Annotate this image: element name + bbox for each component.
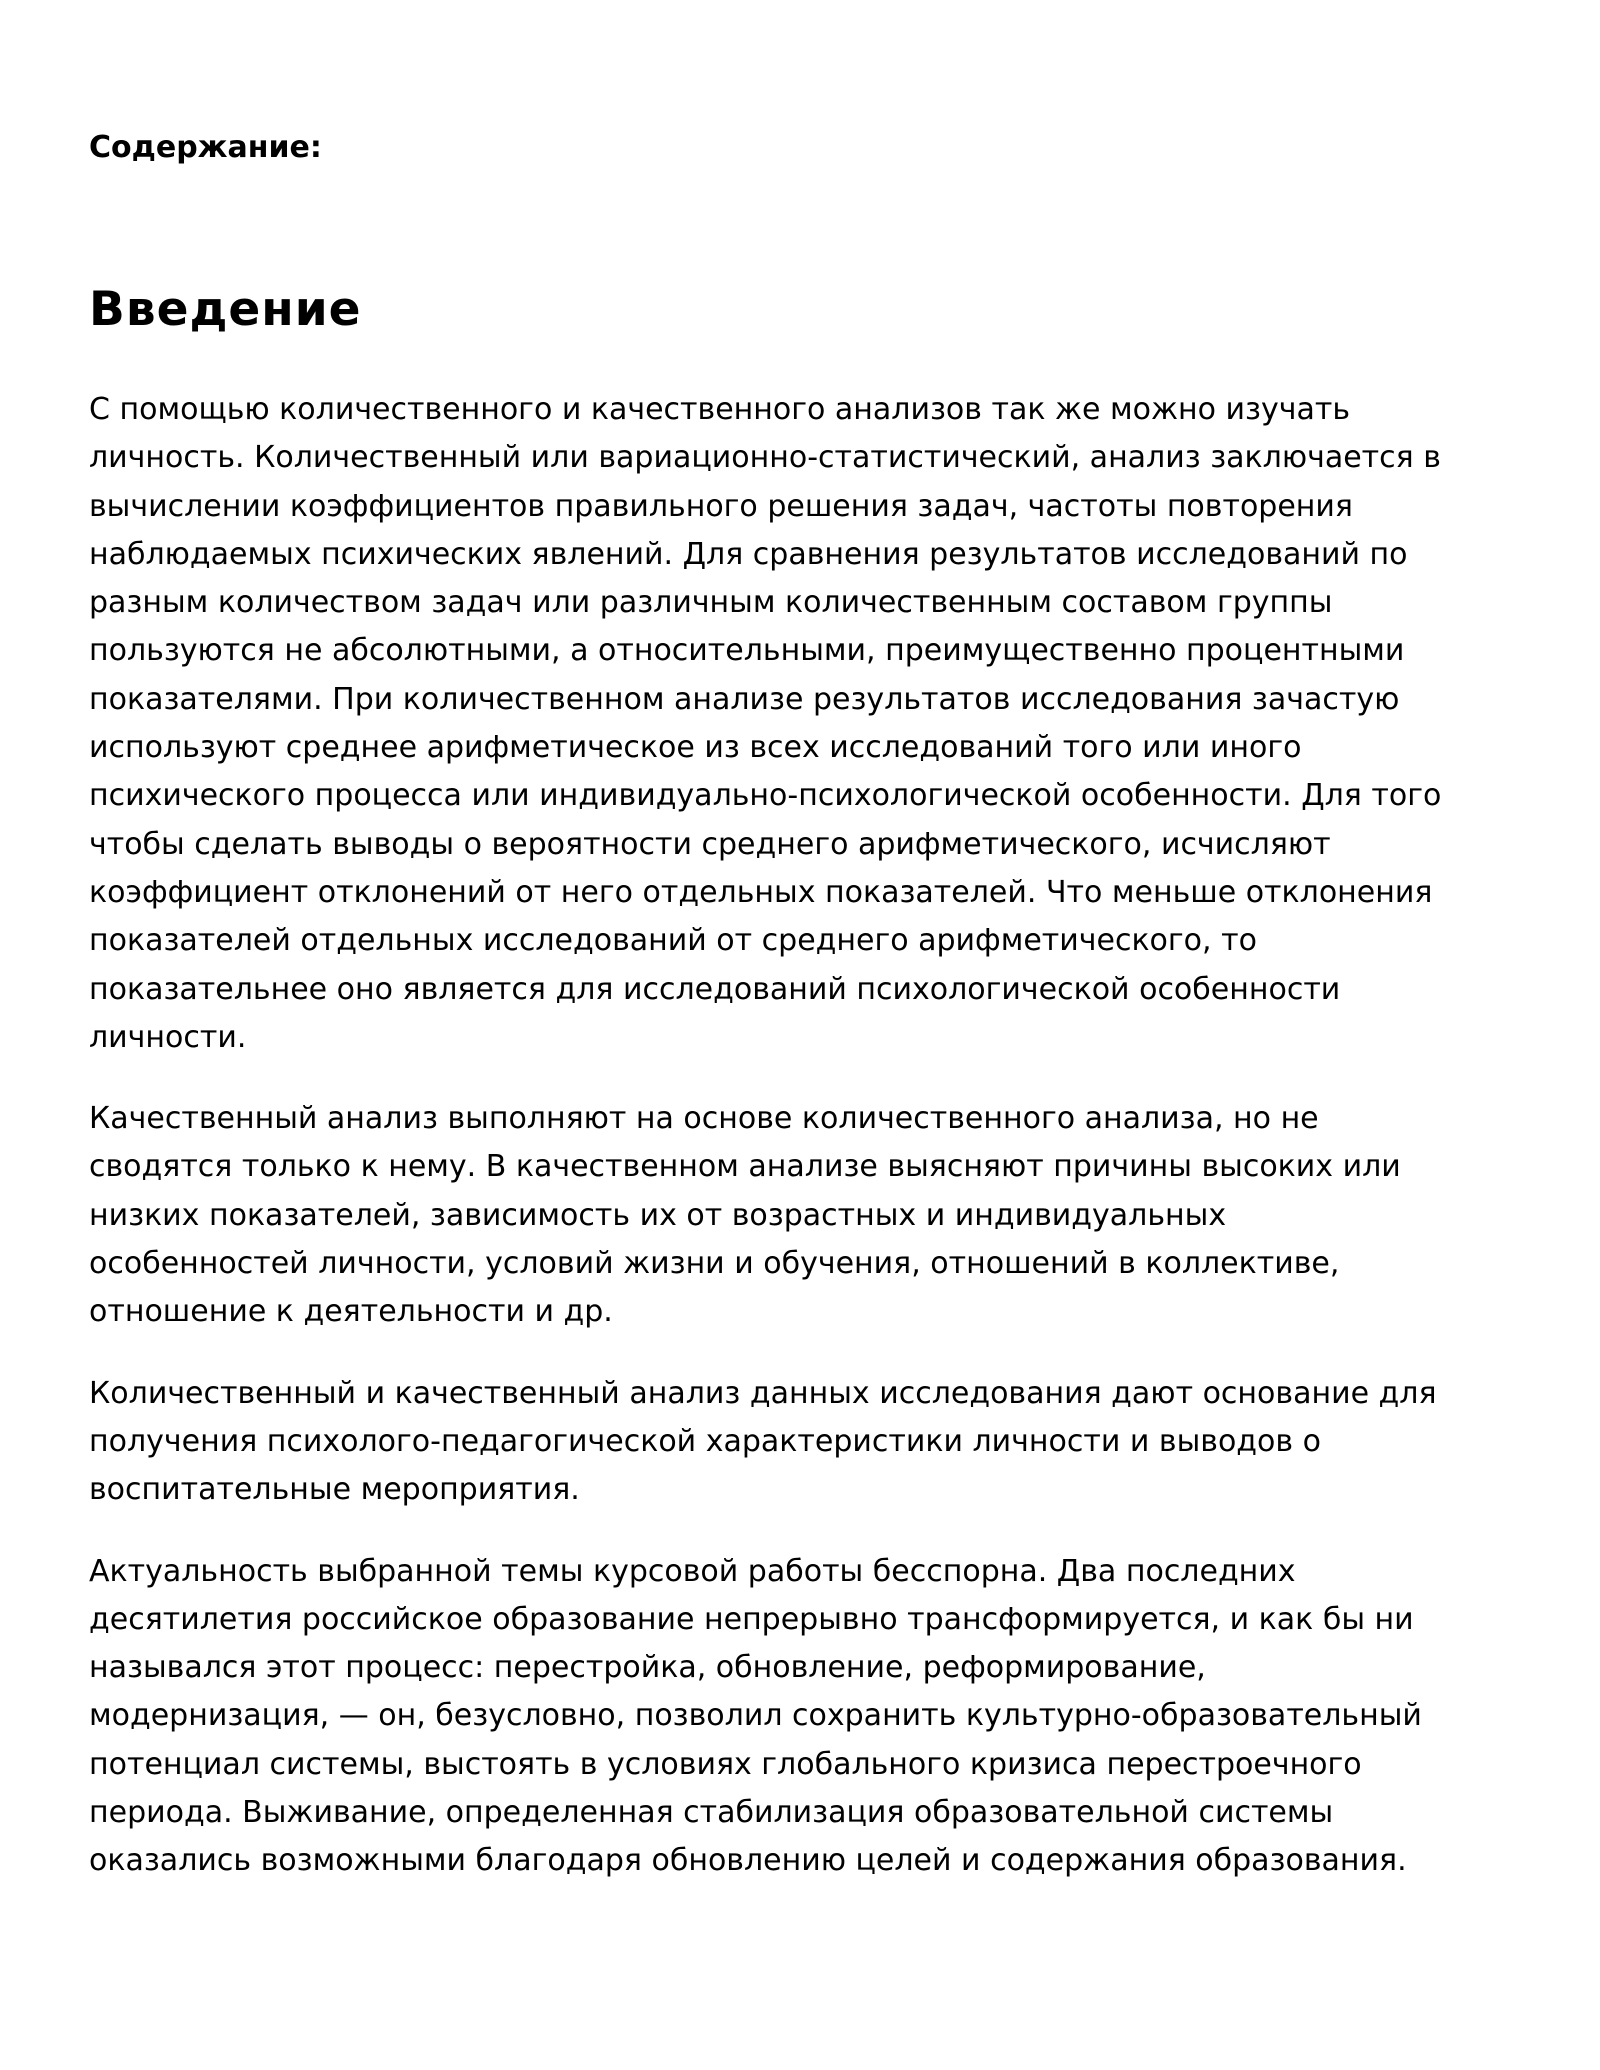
text-line: психического процесса или индивидуально-психологической особенности. Для того xyxy=(89,778,1442,814)
text-line: потенциал системы, выстоять в условиях глобального кризиса перестроечного xyxy=(89,1746,1362,1782)
text-line: вычислении коэффициентов правильного решения задач, частоты повторения xyxy=(89,488,1353,524)
text-line: периода. Выживание, определенная стабилизация образовательной системы xyxy=(89,1795,1334,1831)
text-line: десятилетия российское образование непрерывно трансформируется, и как бы ни xyxy=(89,1601,1414,1637)
table-of-contents-label: Содержание: xyxy=(89,130,322,165)
section-heading-introduction: Введение xyxy=(89,282,362,337)
text-line: С помощью количественного и качественного анализов так же можно изучать xyxy=(89,392,1350,427)
text-line: оказались возможными благодаря обновлению целей и содержания образования. xyxy=(89,1843,1407,1879)
text-line: модернизация, — он, безусловно, позволил сохранить культурно-образовательный xyxy=(89,1698,1422,1734)
text-line: разным количеством задач или различным количественным составом группы xyxy=(89,585,1333,621)
text-line: особенностей личности, условий жизни и обучения, отношений в коллективе, xyxy=(89,1246,1340,1282)
text-line: Актуальность выбранной темы курсовой работы бесспорна. Два последних xyxy=(89,1553,1296,1589)
text-line: используют среднее арифметическое из всех исследований того или иного xyxy=(89,730,1302,766)
text-line: наблюдаемых психических явлений. Для сравнения результатов исследований по xyxy=(89,536,1408,572)
text-line: личности. xyxy=(89,1019,247,1055)
text-line: получения психолого-педагогической характеристики личности и выводов о xyxy=(89,1423,1321,1459)
text-line: отношение к деятельности и др. xyxy=(89,1294,613,1330)
document-body xyxy=(89,386,1529,1919)
paragraph-2 xyxy=(89,1095,1529,1336)
text-line: показателей отдельных исследований от среднего арифметического, то xyxy=(89,923,1257,959)
text-line: воспитательные мероприятия. xyxy=(89,1472,580,1508)
text-line: назывался этот процесс: перестройка, обновление, реформирование, xyxy=(89,1650,1206,1686)
text-line: пользуются не абсолютными, а относительными, преимущественно процентными xyxy=(89,633,1405,669)
text-line: коэффициент отклонений от него отдельных показателей. Что меньше отклонения xyxy=(89,874,1433,910)
text-line: Количественный и качественный анализ данных исследования дают основание для xyxy=(89,1375,1437,1411)
paragraph-4 xyxy=(89,1548,1529,1886)
text-line: сводятся только к нему. В качественном анализе выясняют причины высоких или xyxy=(89,1149,1401,1185)
text-line: показателями. При количественном анализе результатов исследования зачастую xyxy=(89,681,1400,717)
text-line: чтобы сделать выводы о вероятности среднего арифметического, исчисляют xyxy=(89,826,1331,862)
text-line: показательнее оно является для исследований психологической особенности xyxy=(89,971,1341,1007)
paragraph-3 xyxy=(89,1370,1529,1515)
paragraph-1 xyxy=(89,386,1529,1062)
text-line: личность. Количественный или вариационно-статистический, анализ заключается в xyxy=(89,440,1441,476)
text-line: низких показателей, зависимость их от возрастных и индивидуальных xyxy=(89,1197,1227,1233)
text-line: Качественный анализ выполняют на основе количественного анализа, но не xyxy=(89,1101,1319,1137)
